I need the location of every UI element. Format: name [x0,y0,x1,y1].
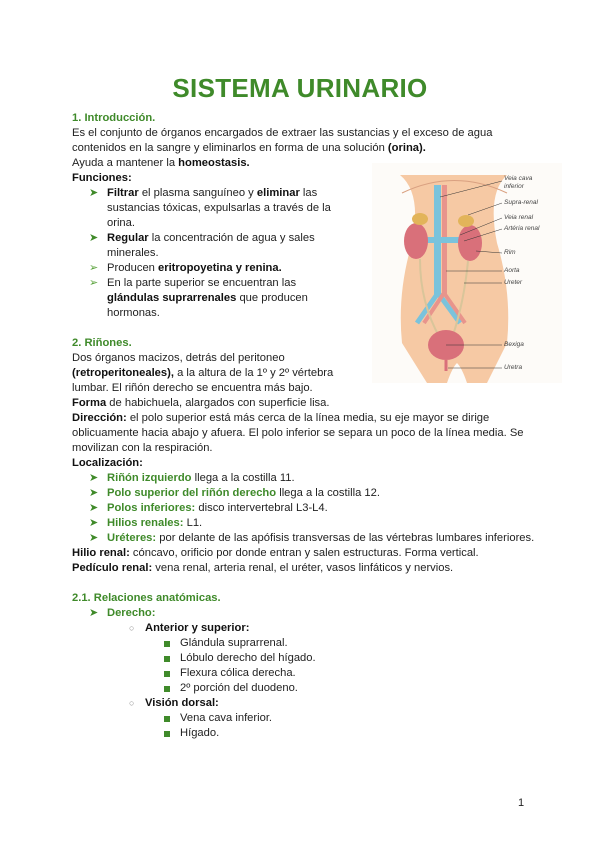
list-item: ➢ En la parte superior se encuentran las glándulas suprarrenales que producen hormonas. [89,277,308,319]
direccion-paragraph: Dirección: el polo superior está más cerca de la línea media, su eje mayor se dirige oblicuamente hacia abajo y afuera. El polo inferior se separa un poco de la línea media. Se movilizan con la respiración. [72,412,524,454]
list-item: ➤ Hilios renales: L1. [89,517,203,529]
list-item: ➤ Uréteres: por delante de las apófisis transversas de las vértebras lumbares inferiores. [89,532,535,544]
arrow-bullet-icon: ➤ [89,607,99,619]
rinones-paragraph: Dos órganos macizos, detrás del peritoneo (retroperitoneales), a la altura de la 1º y 2º vértebra lumbar. El riñón derecho se encuentra más bajo. [72,352,334,394]
figure-label: Artéria renal [504,225,540,232]
square-bullet-icon [164,641,170,647]
list-item: ➢ Producen eritropoyetina y renina. [89,262,282,274]
arrow-bullet-icon: ➢ [89,277,99,289]
list-item: ➤ Riñón izquierdo llega a la costilla 11. [89,472,295,484]
square-bullet-icon [164,656,170,662]
pediculo-paragraph: Pedículo renal: vena renal, arteria renal, el uréter, vasos linfáticos y nervios. [72,562,454,574]
localizacion-label: Localización: [72,457,143,469]
relaciones-list [72,606,542,741]
list-item: ➤ Polo superior del riñón derecho llega a la costilla 12. [89,487,380,499]
list-item: ○ Anterior y superior: [129,622,250,634]
list-item: 2º porción del duodeno. [72,681,542,696]
figure-label: Rim [504,249,516,256]
arrow-bullet-icon: ➤ [89,232,99,244]
arrow-bullet-icon: ➤ [89,472,99,484]
list-item: ➤ Polos inferiores: disco intervertebral L3-L4. [89,502,328,514]
figure-label: Veia renal [504,214,534,221]
arrow-bullet-icon: ➢ [89,262,99,274]
arrow-bullet-icon: ➤ [89,502,99,514]
localizacion-list [72,471,542,546]
list-item: ➤ Filtrar el plasma sanguíneo y eliminar las sustancias tóxicas, expulsarlas a través de la orina. [89,187,331,229]
arrow-bullet-icon: ➤ [89,517,99,529]
figure-label: Veia cava inferior [504,175,533,190]
forma-paragraph: Forma de habichuela, alargados con superficie lisa. [72,397,330,409]
list-item: Lóbulo derecho del hígado. [72,651,542,666]
square-bullet-icon [164,716,170,722]
list-item: ➤ Derecho: [89,607,156,619]
funciones-list [72,186,542,321]
square-bullet-icon [164,731,170,737]
square-bullet-icon [164,686,170,692]
list-item: Hígado. [72,726,542,741]
arrow-bullet-icon: ➤ [89,532,99,544]
page-number: 1 [518,797,525,809]
arrow-bullet-icon: ➤ [89,487,99,499]
figure-label: Ureter [504,279,523,286]
document-title: SISTEMA URINARIO [172,73,428,103]
list-item: Flexura cólica derecha. [72,666,542,681]
section-heading: 2. Riñones. [72,337,132,349]
arrow-bullet-icon: ➤ [89,187,99,199]
circle-bullet-icon: ○ [129,623,135,633]
list-item: ○ Visión dorsal: [129,697,219,709]
list-item: ➤ Regular la concentración de agua y sales minerales. [89,232,315,259]
homeostasis-paragraph: Ayuda a mantener la homeostasis. [72,157,250,169]
list-item: Glándula suprarrenal. [72,636,542,651]
section-heading: 1. Introducción. [72,112,156,124]
figure-label: Supra-renal [504,199,538,206]
funciones-label: Funciones: [72,172,132,184]
square-bullet-icon [164,671,170,677]
document-body [72,111,542,741]
figure-label: Bexiga [504,341,524,348]
figure-label: Aorta [504,267,520,274]
circle-bullet-icon: ○ [129,698,135,708]
section-heading: 2.1. Relaciones anatómicas. [72,592,221,604]
intro-paragraph: Es el conjunto de órganos encargados de extraer las sustancias y el exceso de agua contenidos en la sangre y eliminarlos en forma de una solución (orina). [72,127,493,154]
figure-label: Uretra [504,364,523,371]
hilio-paragraph: Hilio renal: cóncavo, orificio por donde entran y salen estructuras. Forma vertical. [72,547,479,559]
list-item: Vena cava inferior. [72,711,542,726]
